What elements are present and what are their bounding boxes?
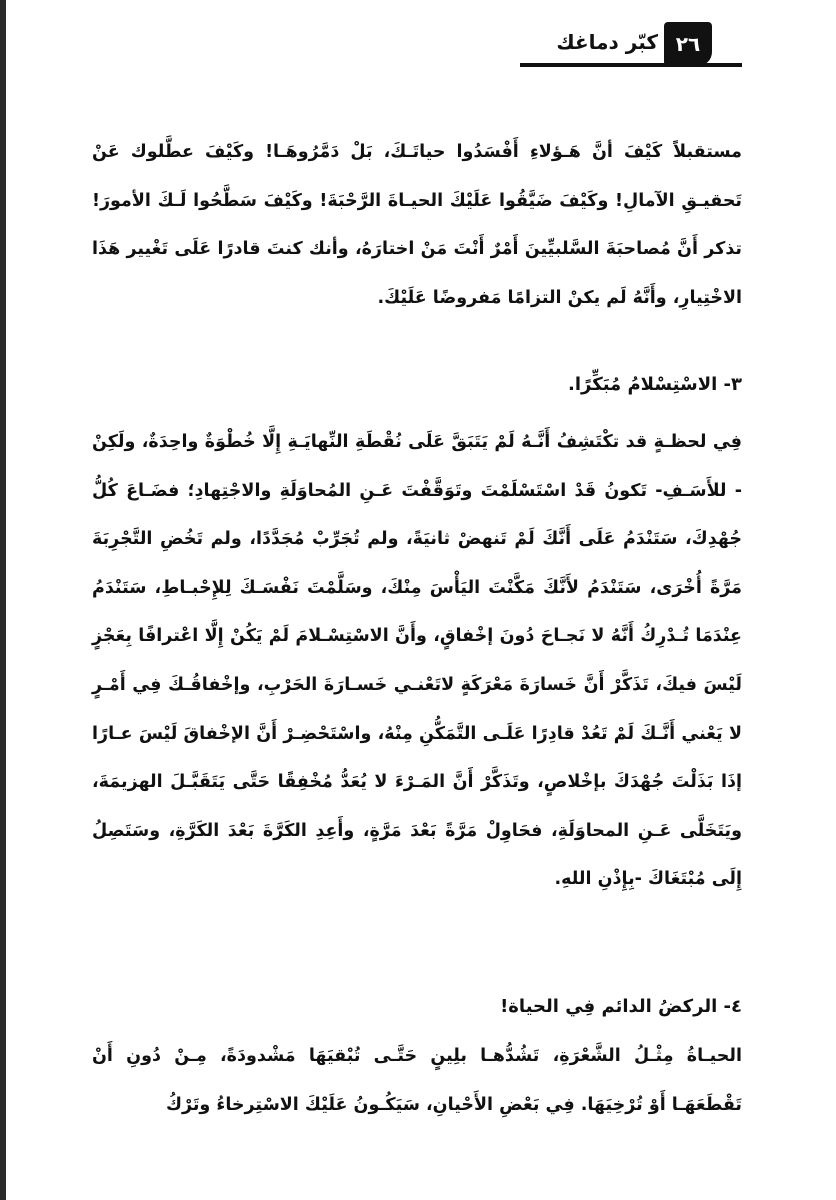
page-number: ٢٦ [664,22,712,66]
section-heading-4: ٤- الركضُ الدائم فِي الحياة! [500,996,742,1017]
page-edge-shadow [0,0,6,1200]
paragraph-continuation: مستقبلاً كَيْفَ أنَّ هَـؤلاءِ أَفْسَدُوا حياتَـكَ، بَلْ دَمَّرُوهَـا! وكَيْفَ عطَّلوك عَنْ تَحقيـقِ الآمالِ! وكَيْفَ ضَيَّقُوا عَلَيْكَ الحيـاةَ الرَّحْبَةَ! وكَيْفَ سَطَّحُوا لَـكَ الأمورَ! تذكر أَنَّ مُصاحبَةَ السَّلبيِّينَ أَمْرٌ أَنْتَ مَنْ اختارَهُ، وأنك كنتَ قادرًا عَلَى تَغْيير هَذَا الاخْتِيارِ، وأَنَّهُ لَم يكنْ التزامًا مَفروضًا عَلَيْكَ. [92,142,742,308]
paragraph-section-3: فِي لحظـةٍ قد تكْتَشِفُ أَنَّـهُ لَمْ يَتَبَقَّ عَلَى نُقْطَةِ النِّهايَـةِ إِلَّا خُطْوَةٌ واحِدَةٌ، ولَكِنْ - للأَسَـفِ- تَكونُ قَدْ اسْتَسْلَمْتَ وتَوَقَّفْتَ عَـنِ المُحاوَلَةِ والاجْتِهادِ؛ فضَـاعَ كُلُّ جُهْدِكَ، سَتَنْدَمُ عَلَى أَنَّكَ لَمْ تَنهضْ ثانيَةً، ولم تُجَرِّبْ مُجَدَّدًا، ولم تَخُضِ التَّجْرِبَةَ مَرَّةً أُخْرَى، سَتَنْدَمُ لأَنَّكَ مَكَّنْتَ اليَأْسَ مِنْكَ، وسَلَّمْتَ نَفْسَـكَ لِلإِحْبـاطِ، سَتَنْدَمُ عِنْدَمَا تُـدْرِكُ أَنَّهُ لا نَجـاحَ دُونَ إخْفاقٍ، وأَنَّ الاسْتِسْـلامَ لَمْ يَكُنْ إِلَّا اعْترافًا بِعَجْزٍ لَيْسَ فيكَ، تَذَكَّرْ أَنَّ خَسارَةَ مَعْرَكَةٍ لاتَعْنـي خَسـارَةَ الحَرْبِ، وإخْفاقُـكَ فِي أَمْـرٍ لا يَعْني أَنَّـكَ لَمْ تَعُدْ قادِرًا عَلَـى التَّمَكُّنِ مِنْهُ، واسْتَحْضِـرْ أَنَّ الإخْفاقَ لَيْسَ عـارًا إذَا بَذَلْتَ جُهْدَكَ بإخْلاصٍ، وتَذَكَّرْ أَنَّ المَـرْءَ لا يُعَدُّ مُخْفِقًا حَتَّى يَتَقَبَّـلَ الهزيمَةَ، ويَتَخَلَّى عَـنِ المحاوَلَةِ، فحَاوِلْ مَرَّةً بَعْدَ مَرَّةٍ، وأَعِدِ الكَرَّةَ بَعْدَ الكَرَّةِ، وسَتَصِلُ إِلَى مُبْتَغَاكَ -بِإِذْنِ اللهِ. [92,432,742,890]
running-title: كبّر دماغك [556,30,658,54]
section-heading-3: ٣- الاسْتِسْلامُ مُبَكِّرًا. [568,374,742,395]
page-header [520,22,742,70]
header-rule [520,63,742,67]
paragraph-section-4: الحيـاةُ مِثْـلُ الشَّعْرَةِ، تَشُدُّهـا بلِينٍ حَتَّـى تُبْقيَهَا مَشْدودَةً، مِـنْ دُونِ أَنْ تَقْطَعَهَـا أَوْ تُرْخِيَهَا. فِي بَعْضِ الأَحْيانِ، سَيَكُـونُ عَلَيْكَ الاسْتِرخاءُ وتَرْكُ [92,1046,742,1115]
